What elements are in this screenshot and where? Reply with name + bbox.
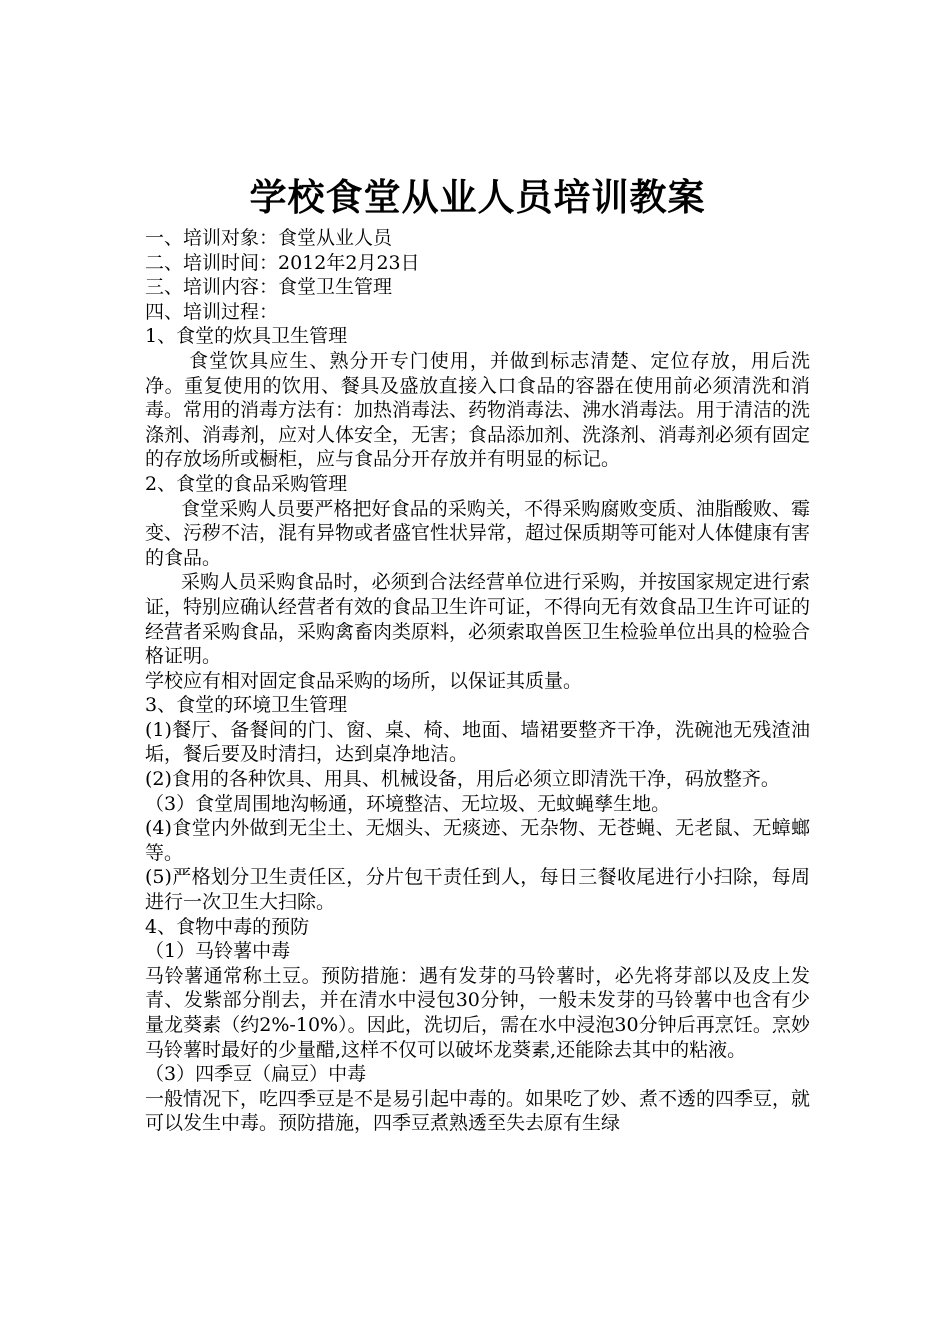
sub-heading: （1）马铃薯中毒 xyxy=(145,940,291,963)
paragraph: 食堂饮具应生、熟分开专门使用，并做到标志清楚、定位存放，用后洗净。重复使用的饮用、餐具及盛放直接入口食品的容器在使用前必须清洗和消毒。常用的消毒方法有：加热消毒法、药物消毒法、沸水消毒法。用于清洁的洗涤剂、消毒剂，应对人体安全，无害；食品添加剂、洗涤剂、消毒剂必须有固定的存放场所或橱柜，应与食品分开存放并有明显的标记。 xyxy=(145,349,811,471)
list-item: （3）食堂周围地沟畅通，环境整洁、无垃圾、无蚊蝇孳生地。 xyxy=(145,792,671,815)
document-page xyxy=(145,170,810,1136)
paragraph: 一、培训对象：食堂从业人员 xyxy=(145,227,393,249)
paragraph: 马铃薯通常称土豆。预防措施：遇有发芽的马铃薯时，必先将芽部以及皮上发青、发紫部分削去，并在清水中浸包30分钟，一般未发芽的马铃薯中也含有少量龙葵素（约2%-10%）。因此，洗切后，需在水中浸泡30分钟后再烹饪。烹妙马铃薯时最好的少量醋,这样不仅可以破坏龙葵素,还能除去其中的粘液。 xyxy=(145,964,810,1061)
list-item: (1)餐厅、备餐间的门、窗、桌、椅、地面、墙裙要整齐干净，洗碗池无残渣油垢，餐后要及时清扫，达到桌净地洁。 xyxy=(145,718,810,766)
section-heading: 4、食物中毒的预防 xyxy=(145,915,310,938)
paragraph: 学校应有相对固定食品采购的场所，以保证其质量。 xyxy=(145,669,583,692)
paragraph: 一般情况下，吃四季豆是不是易引起中毒的。如果吃了妙、煮不透的四季豆，就可以发生中毒。预防措施，四季豆煮熟透至失去原有生绿 xyxy=(145,1087,811,1135)
paragraph: 四、培训过程： xyxy=(145,300,279,323)
paragraph: 采购人员采购食品时，必须到合法经营单位进行采购，并按国家规定进行索证，特别应确认经营者有效的食品卫生许可证，不得向无有效食品卫生许可证的经营者采购食品，采购禽畜肉类原料，必须索取兽医卫生检验单位出具的检验合格证明。 xyxy=(145,571,811,668)
list-item: (4)食堂内外做到无尘土、无烟头、无痰迹、无杂物、无苍蝇、无老鼠、无蟑螂等。 xyxy=(145,817,810,864)
paragraph: 食堂采购人员要严格把好食品的采购关，不得采购腐败变质、油脂酸败、霉变、污秽不洁，混有异物或者盛官性状异常，超过保质期等可能对人体健康有害的食品。 xyxy=(145,497,811,569)
paragraph: 二、培训时间：2012年2月23日 xyxy=(145,251,420,274)
section-heading: 1、食堂的炊具卫生管理 xyxy=(145,325,348,348)
list-item: (2)食用的各种饮具、用具、机械设备，用后必须立即清洗干净，码放整齐。 xyxy=(145,768,780,791)
document-body xyxy=(145,226,810,1136)
paragraph: 三、培训内容：食堂卫生管理 xyxy=(145,276,393,299)
list-item: (5)严格划分卫生责任区，分片包干责任到人，每日三餐收尾进行小扫除，每周进行一次卫生大扫除。 xyxy=(145,866,810,914)
document-title: 学校食堂从业人员培训教案 xyxy=(249,176,706,219)
section-heading: 2、食堂的食品采购管理 xyxy=(145,472,348,495)
sub-heading: （3）四季豆（扁豆）中毒 xyxy=(145,1063,367,1086)
section-heading: 3、食堂的环境卫生管理 xyxy=(145,694,348,717)
